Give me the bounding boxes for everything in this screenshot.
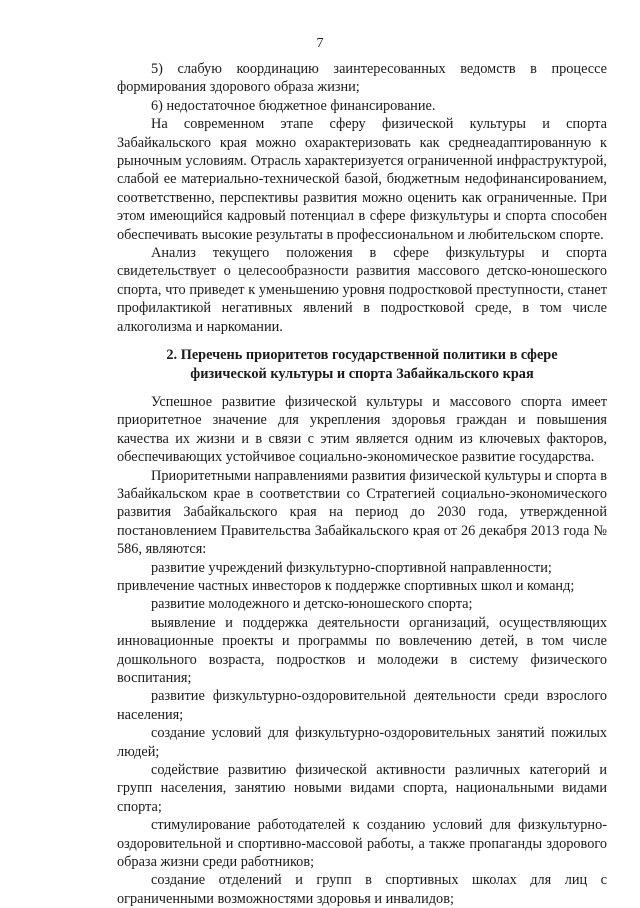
priority-item: выявление и поддержка деятельности организаций, осуществляющих инновационные проекты и программы по вовлечению детей, в том числе дошкольного возраста, подростков и молодежи в систему физического воспитания;: [117, 614, 607, 686]
section-heading: [117, 346, 607, 383]
intro-paragraph-current-state: На современном этапе сферу физической культуры и спорта Забайкальского края можно охарактеризовать как среднеадаптированную к рыночным условиям. Отрасль характеризуется ограниченной инфраструктурой, слабой ее материально-технической базой, бюджетным недофинансированием, соответственно, перспективы развития можно оценить как ограниченные. При этом имеющийся кадровый потенциал в сфере физкультуры и спорта способен обеспечивать высокие результаты в профессиональном и любительском спорте.: [117, 116, 607, 243]
page-body: [117, 60, 607, 908]
priority-item: развитие учреждений физкультурно-спортивной направленности;: [151, 559, 552, 576]
intro-item-6: 6) недостаточное бюджетное финансирование.: [151, 97, 436, 114]
page-number: 7: [316, 36, 324, 51]
priority-item: создание условий для физкультурно-оздоровительных занятий пожилых людей;: [117, 725, 607, 760]
section-paragraph: Приоритетными направлениями развития физической культуры и спорта в Забайкальском крае в соответствии со Стратегией социально-экономического развития Забайкальского края на период до 2030 года, утвержденной постановлением Правительства Забайкальского края от 26 декабря 2013 года № 586, являются:: [117, 467, 607, 558]
priority-item: развитие молодежного и детско-юношеского спорта;: [151, 596, 473, 613]
intro-paragraph-analysis: Анализ текущего положения в сфере физкультуры и спорта свидетельствует о целесообразности развития массового детско-юношеского спорта, что приведет к уменьшению уровня подростковой преступности, станет профилактикой негативных явлений в подростковой среде, в том числе алкоголизма и наркомании.: [117, 245, 607, 335]
priority-item: привлечение частных инвесторов к поддержке спортивных школ и команд;: [117, 577, 575, 594]
intro-item-5: 5) слабую координацию заинтересованных ведомств в процессе формирования здорового образа жизни;: [117, 61, 607, 96]
section-heading-line1: 2. Перечень приоритетов государственной политики в сфере: [166, 347, 558, 364]
section-heading-line2: физической культуры и спорта Забайкальского края: [190, 365, 534, 382]
priority-item: создание отделений и групп в спортивных школах для лиц с ограниченными возможностями здоровья и инвалидов;: [117, 872, 607, 907]
priority-item: стимулирование работодателей к созданию условий для физкультурно-оздоровительной и спортивно-массовой работы, а также пропаганды здорового образа жизни среди работников;: [117, 817, 607, 871]
section-paragraph: Успешное развитие физической культуры и массового спорта имеет приоритетное значение для укрепления здоровья граждан и повышения качества их жизни и в связи с этим является одним из ключевых факторов, обеспечивающих устойчивое социально-экономическое развитие государства.: [117, 393, 607, 466]
priority-item: развитие физкультурно-оздоровительной деятельности среди взрослого населения;: [117, 688, 607, 723]
priority-item: содействие развитию физической активности различных категорий и групп населения, занятию новыми видами спорта, национальными видами спорта;: [117, 762, 607, 815]
